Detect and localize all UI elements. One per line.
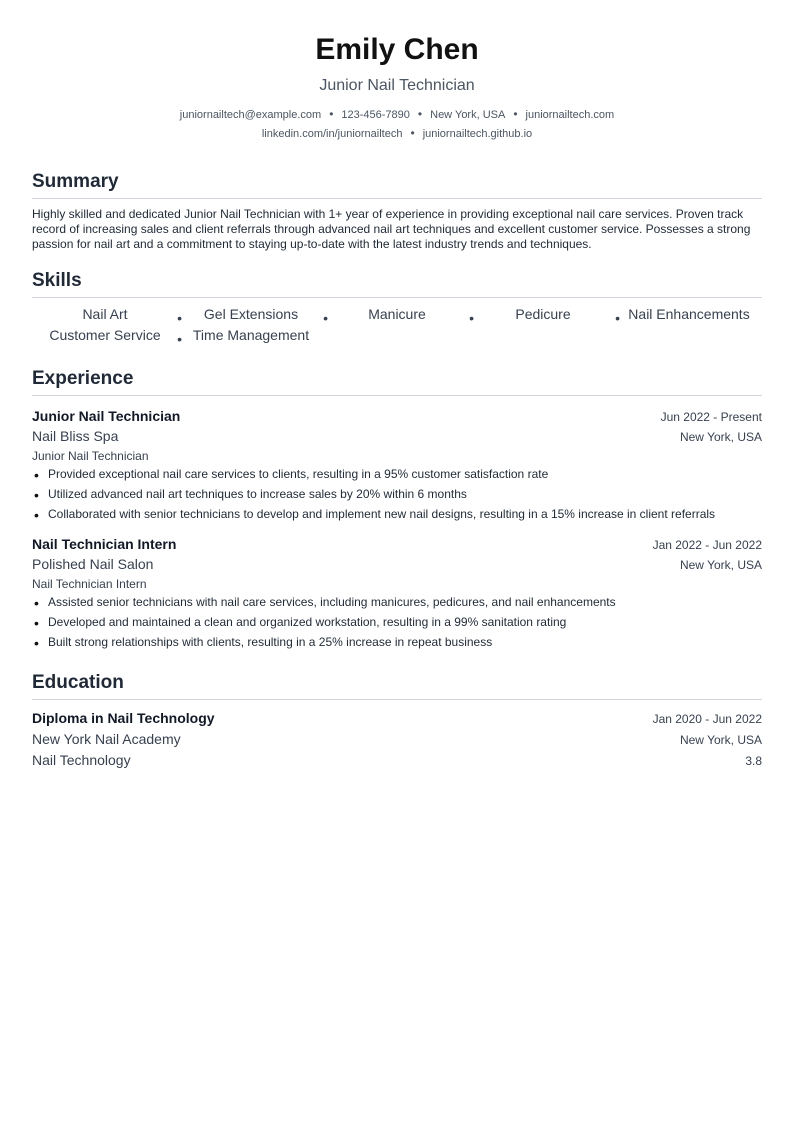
skills-section <box>32 270 762 346</box>
skills-list <box>32 304 762 346</box>
separator-dot: • <box>329 107 334 121</box>
separator-dot: • <box>177 310 182 326</box>
job-dates: Jun 2022 - Present <box>660 410 762 424</box>
bullet-item: • Assisted senior technicians with nail care services, including manicures, pedicures, and nail enhancements <box>32 595 762 610</box>
degree-name: Diploma in Nail Technology <box>32 710 215 726</box>
separator-dot: • <box>469 310 474 326</box>
job-dates: Jan 2022 - Jun 2022 <box>652 538 762 552</box>
contact-row-2 <box>32 124 762 143</box>
summary-heading: Summary <box>32 171 762 199</box>
linkedin-link[interactable]: linkedin.com/in/juniornailtech <box>261 128 403 140</box>
email-link[interactable]: juniornailtech@example.com <box>179 109 322 121</box>
summary-text: Highly skilled and dedicated Junior Nail Technician with 1+ year of experience in providing exceptional nail care services. Proven track record of increasing sales and client referrals through advanced nail art techniques and excellent customer service. Possesses a strong passion for nail art and a commitment to staying up-to-date with the latest industry trends and techniques. <box>32 207 751 251</box>
company-name: Polished Nail Salon <box>32 556 154 572</box>
github-link[interactable]: juniornailtech.github.io <box>422 128 533 140</box>
job-entry <box>32 534 762 650</box>
job-title: Junior Nail Technician <box>32 408 181 424</box>
skill-item: Nail Art • <box>32 304 178 325</box>
job-title: Nail Technician Intern <box>32 536 177 552</box>
skill-item: Gel Extensions • <box>178 304 324 325</box>
resume-page <box>32 0 762 771</box>
job-bullets <box>32 595 762 650</box>
field-of-study: Nail Technology <box>32 752 131 768</box>
separator-dot: • <box>417 107 423 121</box>
separator-dot: • <box>177 331 182 347</box>
gpa-value: 3.8 <box>745 754 762 768</box>
skill-item: Manicure • <box>324 304 470 325</box>
location-text: New York, USA <box>430 109 506 121</box>
separator-dot: • <box>410 126 415 140</box>
education-dates: Jan 2020 - Jun 2022 <box>652 712 762 726</box>
school-location: New York, USA <box>679 733 762 747</box>
skill-item: Time Management <box>192 327 310 343</box>
experience-section <box>32 368 762 650</box>
bullet-item: • Utilized advanced nail art techniques to increase sales by 20% within 6 months <box>32 487 762 502</box>
job-bullets <box>32 467 762 522</box>
contact-row-1 <box>32 105 762 124</box>
company-name: Nail Bliss Spa <box>32 428 119 444</box>
candidate-title: Junior Nail Technician <box>319 77 475 94</box>
school-name: New York Nail Academy <box>32 731 181 747</box>
candidate-name: Emily Chen <box>315 33 479 66</box>
skill-item: Nail Enhancements <box>628 306 750 322</box>
job-entry <box>32 406 762 522</box>
bullet-item: • Developed and maintained a clean and organized workstation, resulting in a 99% sanitation rating <box>32 615 762 630</box>
phone-number: 123-456-7890 <box>341 109 410 121</box>
education-entry <box>32 708 762 771</box>
job-role: Nail Technician Intern <box>32 577 147 591</box>
bullet-item: • Provided exceptional nail care services to clients, resulting in a 95% customer satisfaction rate <box>32 467 762 482</box>
job-role: Junior Nail Technician <box>32 449 149 463</box>
experience-heading: Experience <box>32 368 762 396</box>
education-heading: Education <box>32 672 762 700</box>
summary-section <box>32 171 762 252</box>
separator-dot: • <box>513 107 518 121</box>
bullet-item: • Built strong relationships with clients, resulting in a 25% increase in repeat business <box>32 635 762 650</box>
bullet-item: • Collaborated with senior technicians to develop and implement new nail designs, resulting in a 15% increase in client referrals <box>32 507 762 522</box>
separator-dot: • <box>323 310 328 326</box>
job-location: New York, USA <box>679 430 762 444</box>
website-link[interactable]: juniornailtech.com <box>525 109 615 121</box>
skills-heading: Skills <box>32 270 762 298</box>
education-section <box>32 672 762 771</box>
skill-item: Pedicure • <box>470 304 616 325</box>
job-location: New York, USA <box>679 558 762 572</box>
separator-dot: • <box>615 310 620 326</box>
skill-item: Customer Service • <box>32 325 178 346</box>
